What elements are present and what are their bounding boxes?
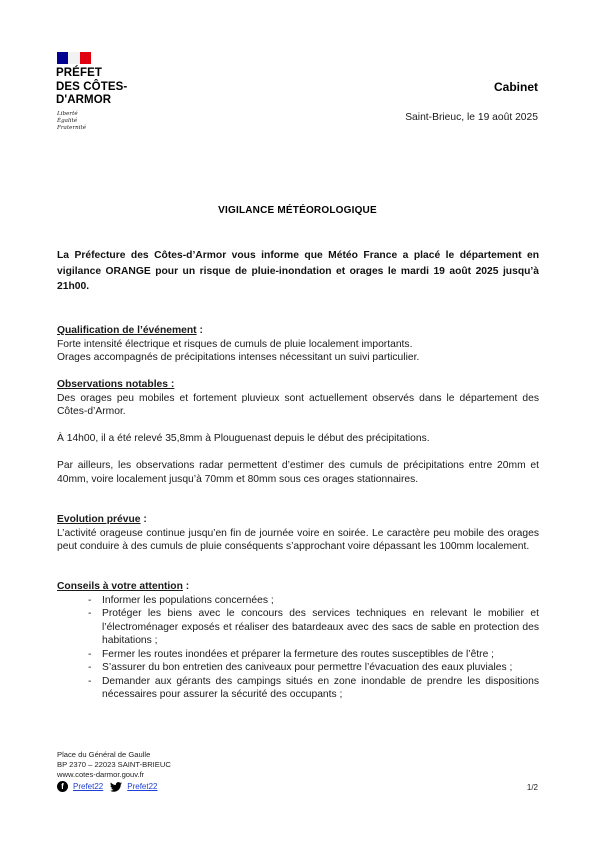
logo-line: D'ARMOR bbox=[56, 94, 112, 106]
logo-line: DES CÔTES- bbox=[56, 80, 128, 93]
heading-colon: : bbox=[196, 325, 203, 336]
republic-motto bbox=[57, 111, 86, 132]
republic-flag-logo bbox=[57, 52, 91, 64]
advice-item: - S’assurer du bon entretien des caniveaux pour permettre l’évacuation des eaux pluviales ; bbox=[87, 661, 539, 675]
observation-paragraph: Des orages peu mobiles et fortement pluvieux sont actuellement observés dans le département des Côtes-d’Armor. bbox=[57, 392, 539, 417]
document-title: VIGILANCE MÉTÉOROLOGIQUE bbox=[218, 205, 377, 216]
address-line: BP 2370 – 22023 SAINT-BRIEUC bbox=[57, 759, 171, 769]
advice-list bbox=[57, 594, 539, 702]
heading-colon: : bbox=[140, 514, 147, 525]
observations-paragraph-block bbox=[57, 432, 539, 446]
motto-line: Fraternité bbox=[57, 125, 87, 131]
heading-colon: : bbox=[182, 581, 190, 592]
logo-line: PRÉFET bbox=[56, 67, 102, 79]
observations-paragraph-block bbox=[57, 459, 539, 486]
facebook-link[interactable]: Prefet22 bbox=[73, 782, 104, 791]
lead-paragraph: La Préfecture des Côtes-d’Armor vous informe que Météo France a placé le département en vigilance ORANGE pour un risque de pluie-inondation et orages le mardi 19 août 2025 jusqu’à 21h00. bbox=[57, 250, 539, 292]
advice-item: - Informer les populations concernées ; bbox=[87, 594, 539, 608]
section-heading: Conseils à votre attention bbox=[57, 581, 183, 592]
twitter-link[interactable]: Prefet22 bbox=[127, 782, 158, 791]
website-link[interactable]: www.cotes-darmor.gouv.fr bbox=[57, 769, 145, 779]
observations-section bbox=[57, 378, 539, 419]
facebook-icon[interactable]: f bbox=[57, 781, 68, 792]
observation-paragraph: À 14h00, il a été relevé 35,8mm à Plouguenast depuis le début des précipitations. bbox=[57, 433, 430, 444]
footer-address bbox=[57, 750, 171, 779]
conseils-section bbox=[57, 580, 539, 702]
advice-item: - Demander aux gérants des campings situés en zone inondable de prendre les dispositions nécessaires pour assurer la sécurité des occupants ; bbox=[87, 675, 539, 702]
twitter-icon[interactable] bbox=[110, 782, 122, 792]
evolution-text: L’activité orageuse continue jusqu’en fin de journée voire en soirée. Le caractère peu mobile des orages peut conduire à des cumuls de pluie conséquents s’approchant voire dépassant les 100mm localement. bbox=[57, 527, 539, 552]
section-heading: Observations notables : bbox=[57, 379, 175, 390]
qualification-line: Orages accompagnés de précipitations intenses nécessitant un suivi particulier. bbox=[57, 352, 420, 363]
address-line: Place du Général de Gaulle bbox=[57, 750, 151, 759]
prefecture-logo-text bbox=[56, 67, 166, 108]
advice-item: - Protéger les biens avec le concours des services techniques en relevant le mobilier et l’électroménager exposés et réaliser des batardeaux avec des sacs de sable en protection des habitations ; bbox=[87, 607, 539, 648]
evolution-section bbox=[57, 513, 539, 554]
qualification-line: Forte intensité électrique et risques de cumuls de pluie localement importants. bbox=[57, 338, 413, 350]
advice-item: - Fermer les routes inondées et préparer la fermeture des routes susceptibles de l’être ; bbox=[87, 648, 539, 662]
section-heading: Evolution prévue bbox=[57, 514, 141, 525]
place-and-date: Saint-Brieuc, le 19 août 2025 bbox=[405, 112, 538, 123]
observation-paragraph: Par ailleurs, les observations radar permettent d’estimer des cumuls de précipitations entre 20mm et 40mm, voire localement jusqu’à 70mm et 80mm sous ces orages stationnaires. bbox=[57, 460, 539, 485]
service-name: Cabinet bbox=[493, 80, 538, 94]
qualification-section bbox=[57, 324, 539, 365]
section-heading: Qualification de l’événement bbox=[57, 325, 197, 336]
motto-line: Égalité bbox=[57, 118, 78, 124]
page-number: 1/2 bbox=[526, 783, 538, 792]
social-links bbox=[57, 781, 165, 792]
motto-line: Liberté bbox=[57, 111, 78, 117]
